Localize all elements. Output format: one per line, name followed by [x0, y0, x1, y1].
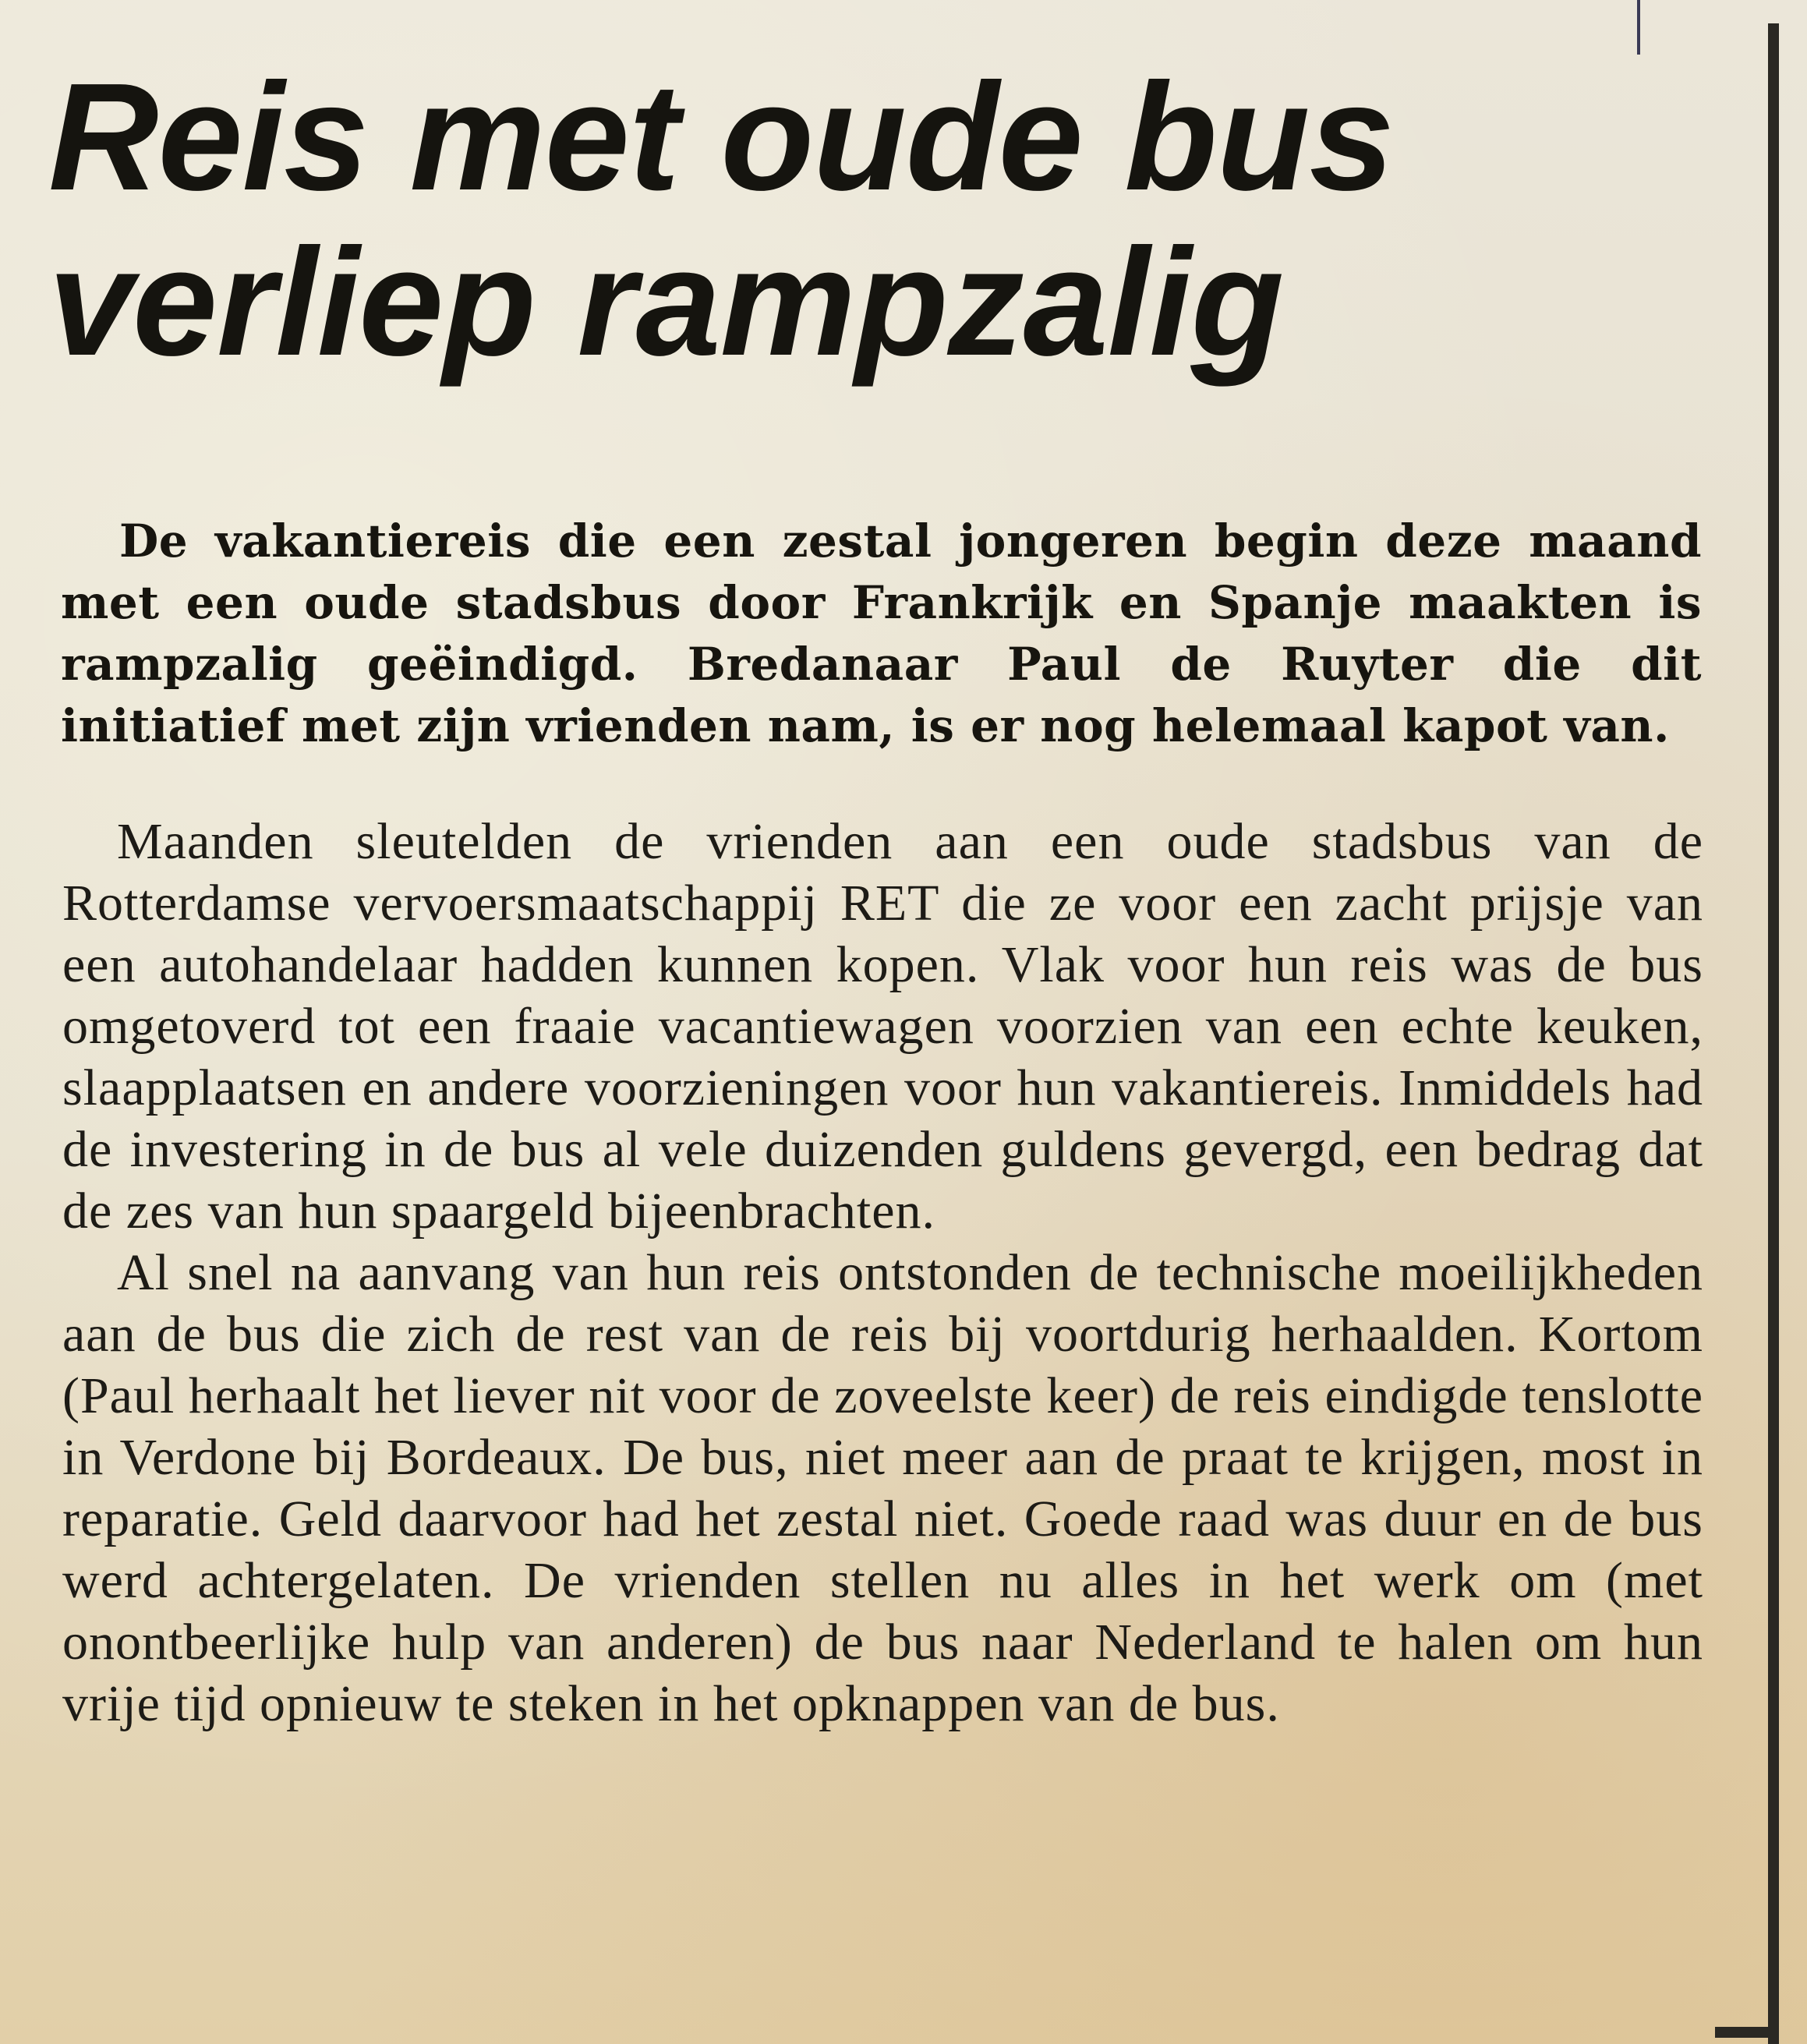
article-lead: De vakantiereis die een zestal jongeren begin deze maand met een oude stadsbus door Frankrijk en Spanje maakten is rampzalig geëindigd. Bredanaar Paul de Ruyter die dit initiatief met zijn vrienden nam, is er nog helemaal kapot van.: [61, 515, 1702, 752]
article-body: [62, 811, 1703, 1735]
article-paragraph-1: Maanden sleutelden de vrienden aan een oude stadsbus van de Rotterdamse vervoersmaatschappij RET die ze voor een zacht prijsje van een autohandelaar hadden kunnen kopen. Vlak voor hun reis was de bus omgetoverd tot een fraaie vacantiewagen voorzien van een echte keuken, slaapplaatsen en andere voorzieningen voor hun vakantiereis. Inmiddels had de investering in de bus al vele duizenden guldens gevergd, een bedrag dat de zes van hun spaargeld bijeenbrachten.: [62, 813, 1703, 1239]
pen-mark: [1637, 0, 1640, 55]
article-headline: [48, 51, 1724, 387]
article-paragraph-2: Al snel na aanvang van hun reis ontstonden de technische moeilijkheden aan de bus die zich de rest van de reis bij voortdurig herhaalden. Kortom (Paul herhaalt het liever nit voor de zoveelste keer) de reis eindigde tenslotte in Verdone bij Bordeaux. De bus, niet meer aan de praat te krijgen, most in reparatie. Geld daarvoor had het zestal niet. Goede raad was duur en de bus werd achtergelaten. De vrienden stellen nu alles in het werk om (met onontbeerlijke hulp van anderen) de bus naar Nederland te halen om hun vrije tijd opnieuw te steken in het opknappen van de bus.: [62, 1244, 1703, 1732]
clipping-border-bottom: [1715, 2027, 1777, 2038]
clipping-border-right: [1768, 23, 1779, 2044]
headline-line-2: verliep rampzalig: [48, 217, 1284, 387]
headline-line-1: Reis met oude bus: [48, 51, 1394, 222]
